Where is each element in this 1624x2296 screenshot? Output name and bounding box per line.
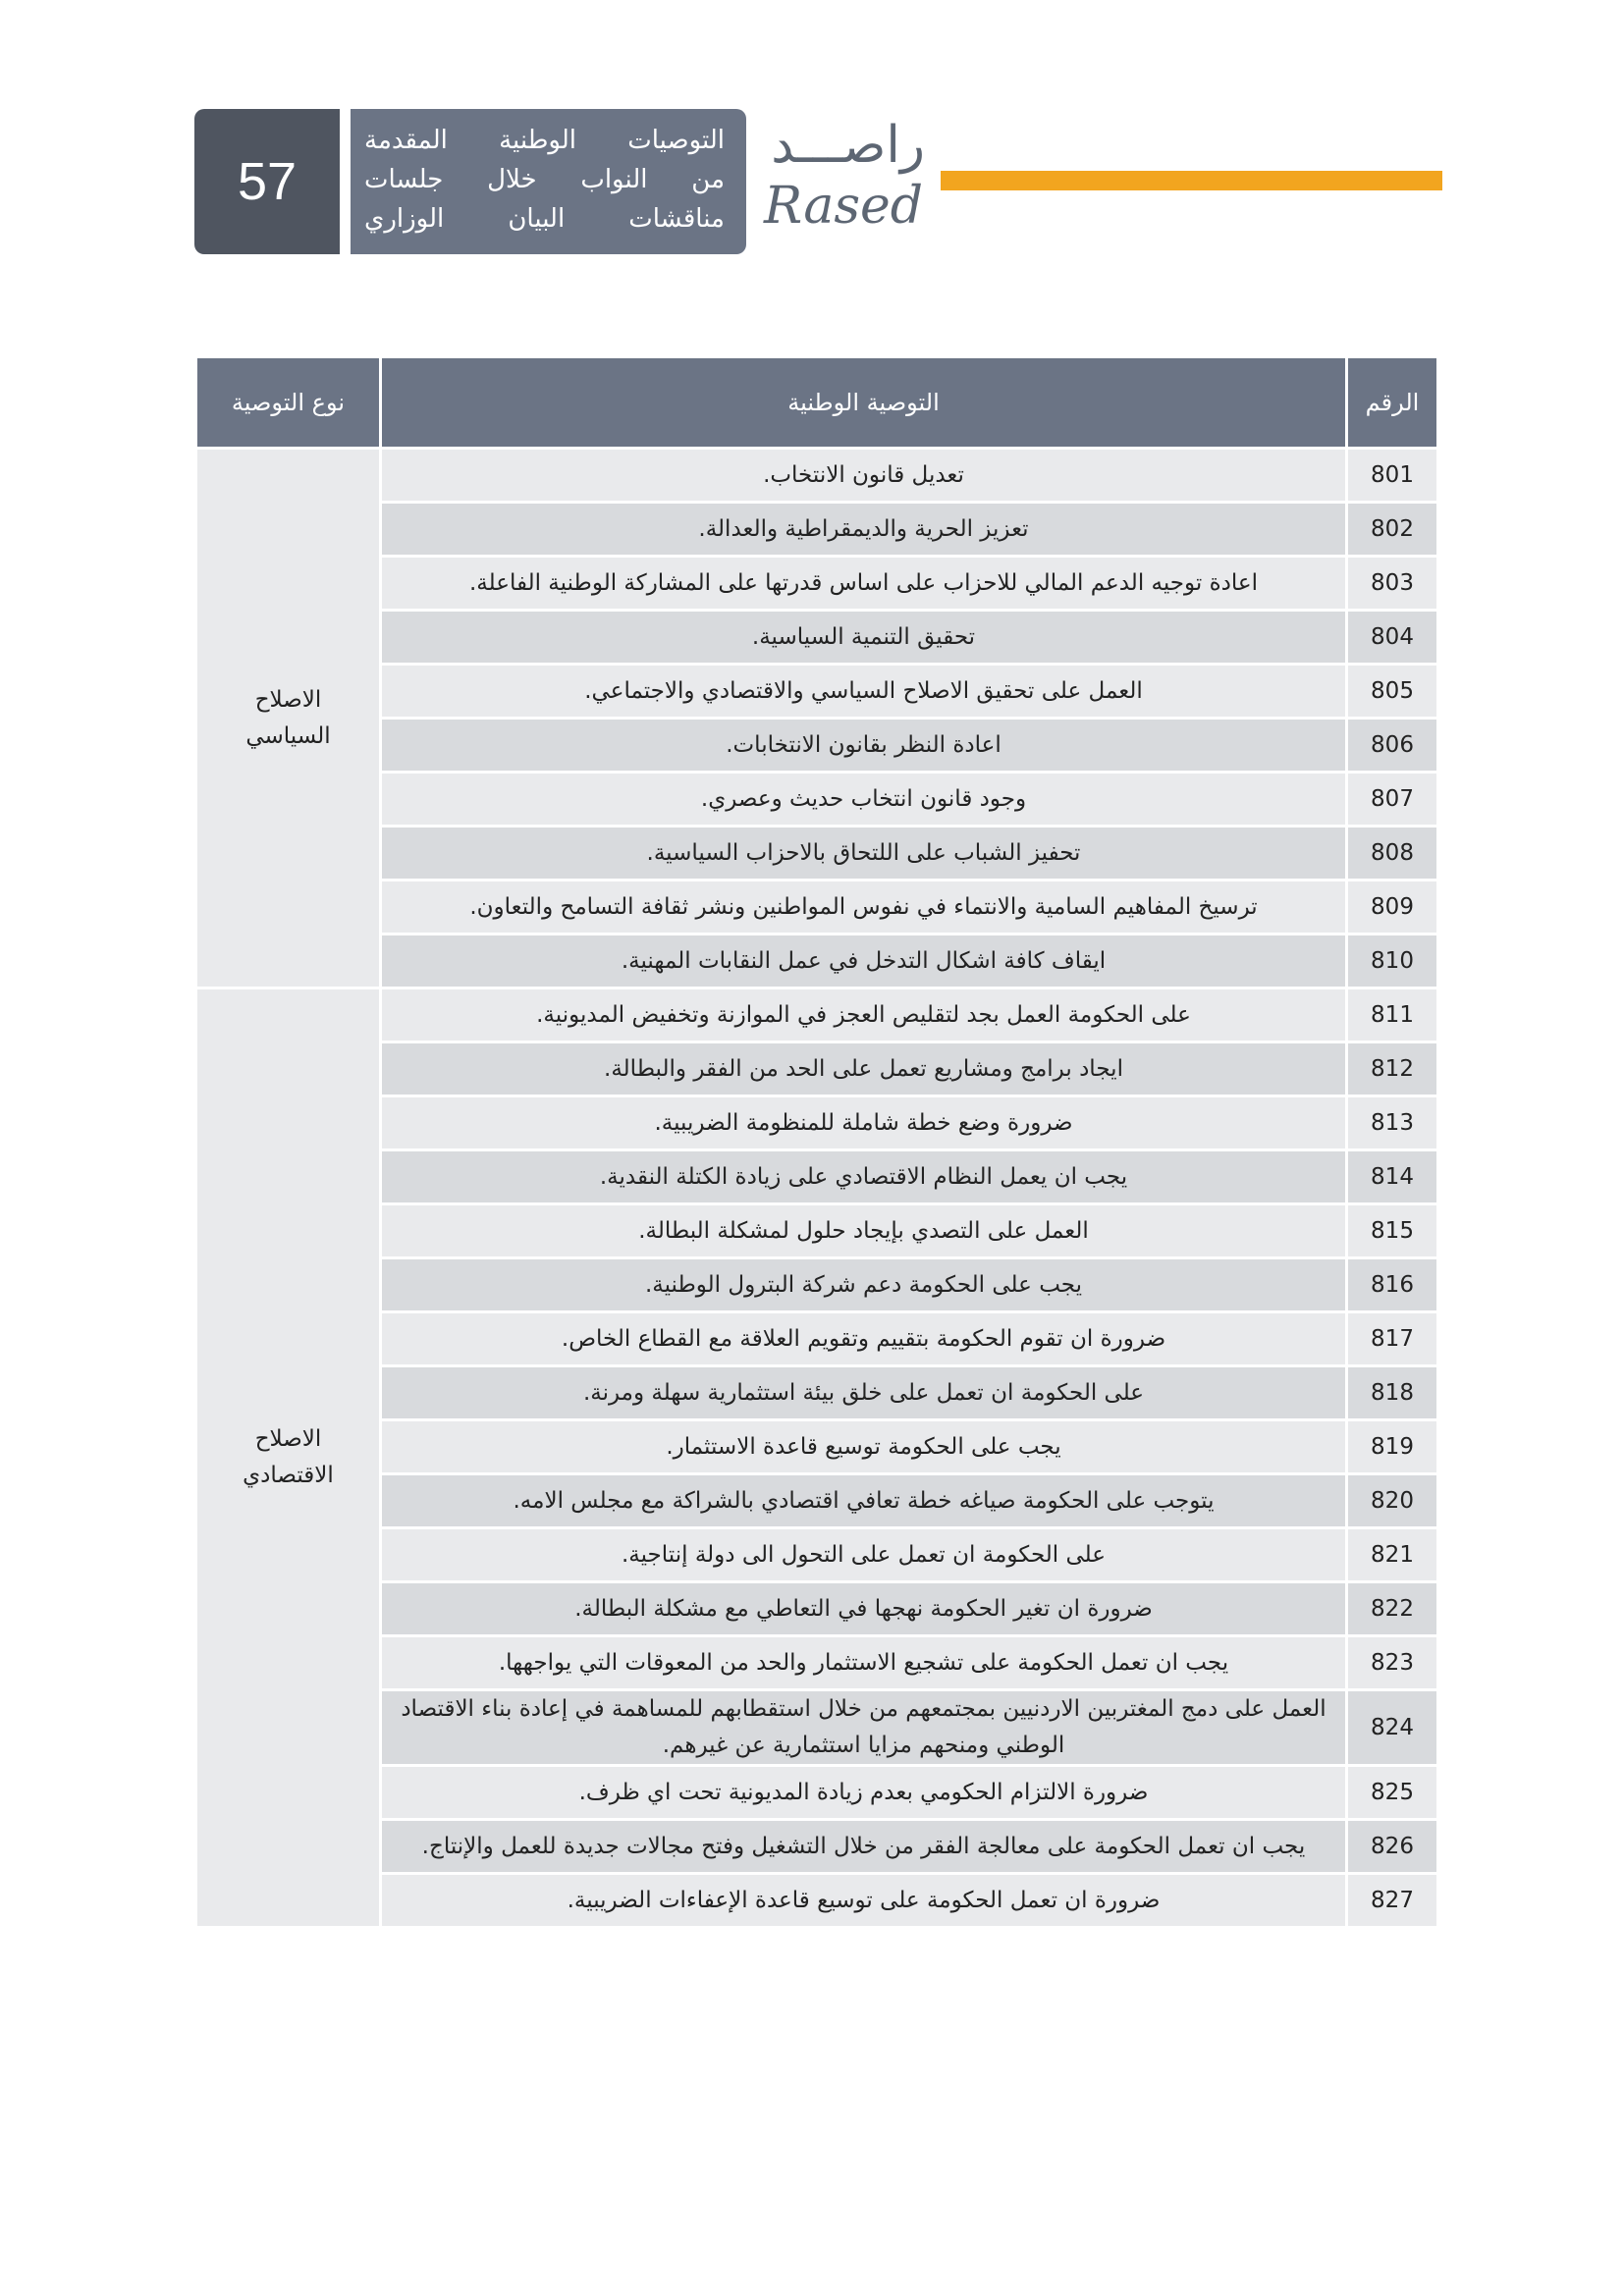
row-recommendation: تحقيق التنمية السياسية. [381, 611, 1347, 665]
table-row [196, 449, 1438, 503]
table-row [196, 1042, 1438, 1096]
row-recommendation: اعادة النظر بقانون الانتخابات. [381, 719, 1347, 773]
row-number: 821 [1347, 1528, 1438, 1582]
table-row [196, 1528, 1438, 1582]
table-row [196, 719, 1438, 773]
table-row [196, 1474, 1438, 1528]
row-type: الاصلاح السياسي [196, 449, 381, 988]
table-row [196, 557, 1438, 611]
row-number: 811 [1347, 988, 1438, 1042]
row-recommendation: ايقاف كافة اشكال التدخل في عمل النقابات المهنية. [381, 934, 1347, 988]
table-row [196, 1874, 1438, 1928]
row-recommendation: ايجاد برامج ومشاريع تعمل على الحد من الفقر والبطالة. [381, 1042, 1347, 1096]
row-number: 812 [1347, 1042, 1438, 1096]
row-number: 805 [1347, 665, 1438, 719]
title-line-1: التوصيات الوطنية المقدمة [364, 126, 725, 155]
table-row [196, 665, 1438, 719]
row-number: 808 [1347, 827, 1438, 881]
row-recommendation: ترسيخ المفاهيم السامية والانتماء في نفوس المواطنين ونشر ثقافة التسامح والتعاون. [381, 881, 1347, 934]
table-row [196, 1312, 1438, 1366]
row-recommendation: ضرورة الالتزام الحكومي بعدم زيادة المديونية تحت اي ظرف. [381, 1766, 1347, 1820]
row-number: 816 [1347, 1258, 1438, 1312]
table-row [196, 1258, 1438, 1312]
row-number: 809 [1347, 881, 1438, 934]
table-row [196, 1820, 1438, 1874]
row-number: 820 [1347, 1474, 1438, 1528]
header-recommendation: التوصية الوطنية [381, 357, 1347, 449]
row-number: 825 [1347, 1766, 1438, 1820]
row-recommendation: يتوجب على الحكومة صياغه خطة تعافي اقتصادي بالشراكة مع مجلس الامه. [381, 1474, 1347, 1528]
table-row [196, 881, 1438, 934]
table-row [196, 503, 1438, 557]
table-row [196, 1096, 1438, 1150]
header-type: نوع التوصية [196, 357, 381, 449]
row-recommendation: على الحكومة ان تعمل على خلق بيئة استثمارية سهلة ومرنة. [381, 1366, 1347, 1420]
row-recommendation: يجب على الحكومة توسيع قاعدة الاستثمار. [381, 1420, 1347, 1474]
table-row [196, 934, 1438, 988]
table-row [196, 1420, 1438, 1474]
row-number: 815 [1347, 1204, 1438, 1258]
row-number: 826 [1347, 1820, 1438, 1874]
header-number: الرقم [1347, 357, 1438, 449]
row-number: 810 [1347, 934, 1438, 988]
row-recommendation: ضرورة وضع خطة شاملة للمنظومة الضريبية. [381, 1096, 1347, 1150]
brand-logo-latin: Rased [764, 177, 924, 236]
row-number: 802 [1347, 503, 1438, 557]
row-number: 824 [1347, 1690, 1438, 1766]
row-number: 806 [1347, 719, 1438, 773]
table-row [196, 1204, 1438, 1258]
row-number: 813 [1347, 1096, 1438, 1150]
row-number: 818 [1347, 1366, 1438, 1420]
table-row [196, 988, 1438, 1042]
page-number: 57 [194, 109, 340, 254]
table-row [196, 773, 1438, 827]
title-line-2: من النواب خلال جلسات [364, 165, 725, 194]
table-header-row [196, 357, 1438, 449]
brand-accent-bar [941, 171, 1442, 190]
table-row [196, 1690, 1438, 1766]
row-recommendation: تعزيز الحرية والديمقراطية والعدالة. [381, 503, 1347, 557]
row-recommendation: وجود قانون انتخاب حديث وعصري. [381, 773, 1347, 827]
row-recommendation: يجب ان تعمل الحكومة على معالجة الفقر من خلال التشغيل وفتح مجالات جديدة للعمل والإنتاج. [381, 1820, 1347, 1874]
row-number: 819 [1347, 1420, 1438, 1474]
row-recommendation: على الحكومة العمل بجد لتقليص العجز في الموازنة وتخفيض المديونية. [381, 988, 1347, 1042]
row-number: 817 [1347, 1312, 1438, 1366]
row-recommendation: العمل على تحقيق الاصلاح السياسي والاقتصادي والاجتماعي. [381, 665, 1347, 719]
row-recommendation: العمل على التصدي بإيجاد حلول لمشكلة البطالة. [381, 1204, 1347, 1258]
row-number: 822 [1347, 1582, 1438, 1636]
document-title [351, 109, 746, 254]
row-recommendation: يجب ان تعمل الحكومة على تشجيع الاستثمار والحد من المعوقات التي يواجهها. [381, 1636, 1347, 1690]
row-recommendation: ضرورة ان تقوم الحكومة بتقييم وتقويم العلاقة مع القطاع الخاص. [381, 1312, 1347, 1366]
table-body [196, 449, 1438, 1928]
table-row [196, 1366, 1438, 1420]
table-row [196, 827, 1438, 881]
row-number: 804 [1347, 611, 1438, 665]
table-row [196, 1150, 1438, 1204]
row-number: 827 [1347, 1874, 1438, 1928]
row-recommendation: تحفيز الشباب على اللتحاق بالاحزاب السياسية. [381, 827, 1347, 881]
table-row [196, 1582, 1438, 1636]
row-recommendation: ضرورة ان تغير الحكومة نهجها في التعاطي مع مشكلة البطالة. [381, 1582, 1347, 1636]
row-number: 814 [1347, 1150, 1438, 1204]
row-recommendation: على الحكومة ان تعمل على التحول الى دولة إنتاجية. [381, 1528, 1347, 1582]
row-type: الاصلاح الاقتصادي [196, 988, 381, 1928]
table-row [196, 1636, 1438, 1690]
row-recommendation: ضرورة ان تعمل الحكومة على توسيع قاعدة الإعفاءات الضريبية. [381, 1874, 1347, 1928]
brand-logo-arabic: راصـــد [771, 116, 925, 175]
row-number: 823 [1347, 1636, 1438, 1690]
row-number: 801 [1347, 449, 1438, 503]
row-recommendation: العمل على دمج المغتربين الاردنيين بمجتمعهم من خلال استقطابهم للمساهمة في إعادة بناء الاقتصاد الوطني ومنحهم مزايا استثمارية عن غيرهم. [381, 1690, 1347, 1766]
row-recommendation: اعادة توجيه الدعم المالي للاحزاب على اساس قدرتها على المشاركة الوطنية الفاعلة. [381, 557, 1347, 611]
row-number: 803 [1347, 557, 1438, 611]
recommendations-table [194, 355, 1439, 1929]
table-row [196, 1766, 1438, 1820]
row-recommendation: تعديل قانون الانتخاب. [381, 449, 1347, 503]
row-recommendation: يجب ان يعمل النظام الاقتصادي على زيادة الكتلة النقدية. [381, 1150, 1347, 1204]
row-number: 807 [1347, 773, 1438, 827]
table-row [196, 611, 1438, 665]
title-line-3: مناقشات البيان الوزاري [364, 204, 725, 234]
row-recommendation: يجب على الحكومة دعم شركة البترول الوطنية. [381, 1258, 1347, 1312]
